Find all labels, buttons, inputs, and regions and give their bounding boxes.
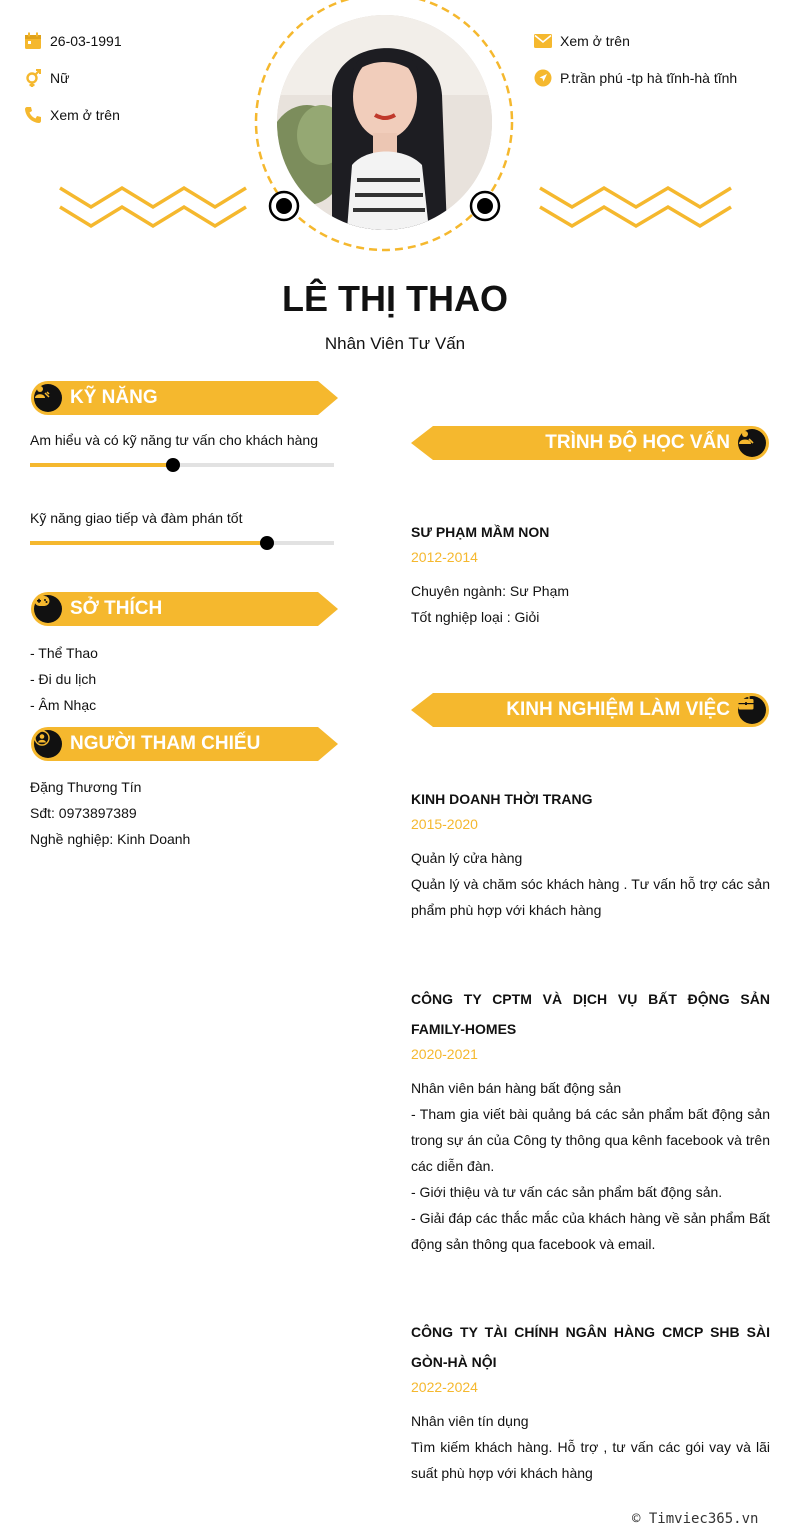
calendar-icon xyxy=(23,31,43,51)
phone-text: Xem ở trên xyxy=(50,107,120,123)
hobby-item: - Đi du lịch xyxy=(30,671,97,687)
address-row xyxy=(533,68,737,88)
education-years: 2012-2014 xyxy=(411,549,478,565)
portrait-photo xyxy=(277,15,492,230)
skill-progress-bar xyxy=(30,463,334,467)
job-years: 2022-2024 xyxy=(411,1379,478,1395)
skills-title: KỸ NĂNG xyxy=(70,387,158,408)
gender-text: Nữ xyxy=(50,70,70,86)
education-section-header xyxy=(411,426,769,460)
job-description: Quản lý và chăm sóc khách hàng . Tư vấn hỗ trợ các sản phẩm phù hợp với khách hàng xyxy=(411,876,770,918)
hobby-item: - Âm Nhạc xyxy=(30,697,97,713)
zigzag-right-decoration xyxy=(538,183,733,233)
job-company: CÔNG TY TÀI CHÍNH NGÂN HÀNG CMCP SHB SÀI GÒN-HÀ NỘI xyxy=(411,1324,770,1370)
skill-label: Am hiểu và có kỹ năng tư vấn cho khách hàng xyxy=(30,432,318,448)
user-skill-icon xyxy=(34,384,62,412)
graduate-icon xyxy=(738,429,766,457)
job-years: 2015-2020 xyxy=(411,816,478,832)
phone-row xyxy=(23,105,120,125)
job-company: KINH DOANH THỜI TRANG xyxy=(411,791,593,807)
job-company: CÔNG TY CPTM VÀ DỊCH VỤ BẤT ĐỘNG SẢN FAMILY-HOMES xyxy=(411,991,770,1037)
skill-progress-fill xyxy=(30,463,173,467)
briefcase-icon xyxy=(738,696,766,724)
hobbies-section-header xyxy=(31,592,339,626)
location-arrow-icon xyxy=(533,68,553,88)
skill-progress-knob xyxy=(166,458,180,472)
gamepad-icon xyxy=(34,595,62,623)
reference-phone: Sđt: 0973897389 xyxy=(30,805,137,821)
zigzag-left-decoration xyxy=(58,183,248,233)
email-text: Xem ở trên xyxy=(560,33,630,49)
job-description: - Giải đáp các thắc mắc của khách hàng về sản phẩm Bất động sản thông qua facebook và email. xyxy=(411,1210,770,1252)
education-school: SƯ PHẠM MẦM NON xyxy=(411,524,550,540)
birthday-row xyxy=(23,31,122,51)
candidate-position: Nhân Viên Tư Vấn xyxy=(324,334,466,353)
references-section-header xyxy=(31,727,339,761)
job-role: Nhân viên tín dụng xyxy=(411,1413,529,1429)
skill-progress-fill xyxy=(30,541,267,545)
job-description: - Giới thiệu và tư vấn các sản phẩm bất động sản. xyxy=(411,1184,723,1200)
target-icon-left xyxy=(268,190,300,222)
footer-watermark: © Timviec365.vn xyxy=(632,1511,759,1527)
avatar xyxy=(277,15,492,230)
job-role: Quản lý cửa hàng xyxy=(411,850,523,866)
skills-section-header xyxy=(31,381,339,415)
education-major: Chuyên ngành: Sư Phạm xyxy=(411,583,570,599)
gender-icon xyxy=(23,68,43,88)
hobby-item: - Thể Thao xyxy=(30,645,98,661)
skill-progress-bar xyxy=(30,541,334,545)
candidate-name: LÊ THỊ THAO xyxy=(282,278,508,319)
experience-title: KINH NGHIỆM LÀM VIỆC xyxy=(506,699,730,720)
education-grade: Tốt nghiệp loại : Giỏi xyxy=(411,609,540,625)
job-years: 2020-2021 xyxy=(411,1046,478,1062)
phone-icon xyxy=(23,105,43,125)
references-title: NGƯỜI THAM CHIẾU xyxy=(70,733,261,754)
skill-progress-knob xyxy=(260,536,274,550)
job-description: Tìm kiếm khách hàng. Hỗ trợ , tư vấn các gói vay và lãi suất phù hợp với khách hàng xyxy=(411,1439,770,1481)
birthday-text: 26-03-1991 xyxy=(50,33,122,49)
target-icon-right xyxy=(469,190,501,222)
education-title: TRÌNH ĐỘ HỌC VẤN xyxy=(545,432,730,453)
address-text: P.trần phú -tp hà tĩnh-hà tĩnh xyxy=(560,70,738,86)
job-description: - Tham gia viết bài quảng bá các sản phẩm bất động sản trong sự án của Công ty thông qua kênh facebook và trên các diễn đàn. xyxy=(411,1106,770,1174)
skill-label: Kỹ năng giao tiếp và đàm phán tốt xyxy=(30,510,243,526)
email-row xyxy=(533,31,630,51)
job-role: Nhân viên bán hàng bất động sản xyxy=(411,1080,622,1096)
reference-name: Đặng Thương Tín xyxy=(30,779,142,795)
person-reference-icon xyxy=(34,730,62,758)
reference-occupation: Nghề nghiệp: Kinh Doanh xyxy=(30,831,191,847)
experience-section-header xyxy=(411,693,769,727)
gender-row xyxy=(23,68,69,88)
hobbies-title: SỞ THÍCH xyxy=(70,598,163,619)
envelope-icon xyxy=(533,31,553,51)
